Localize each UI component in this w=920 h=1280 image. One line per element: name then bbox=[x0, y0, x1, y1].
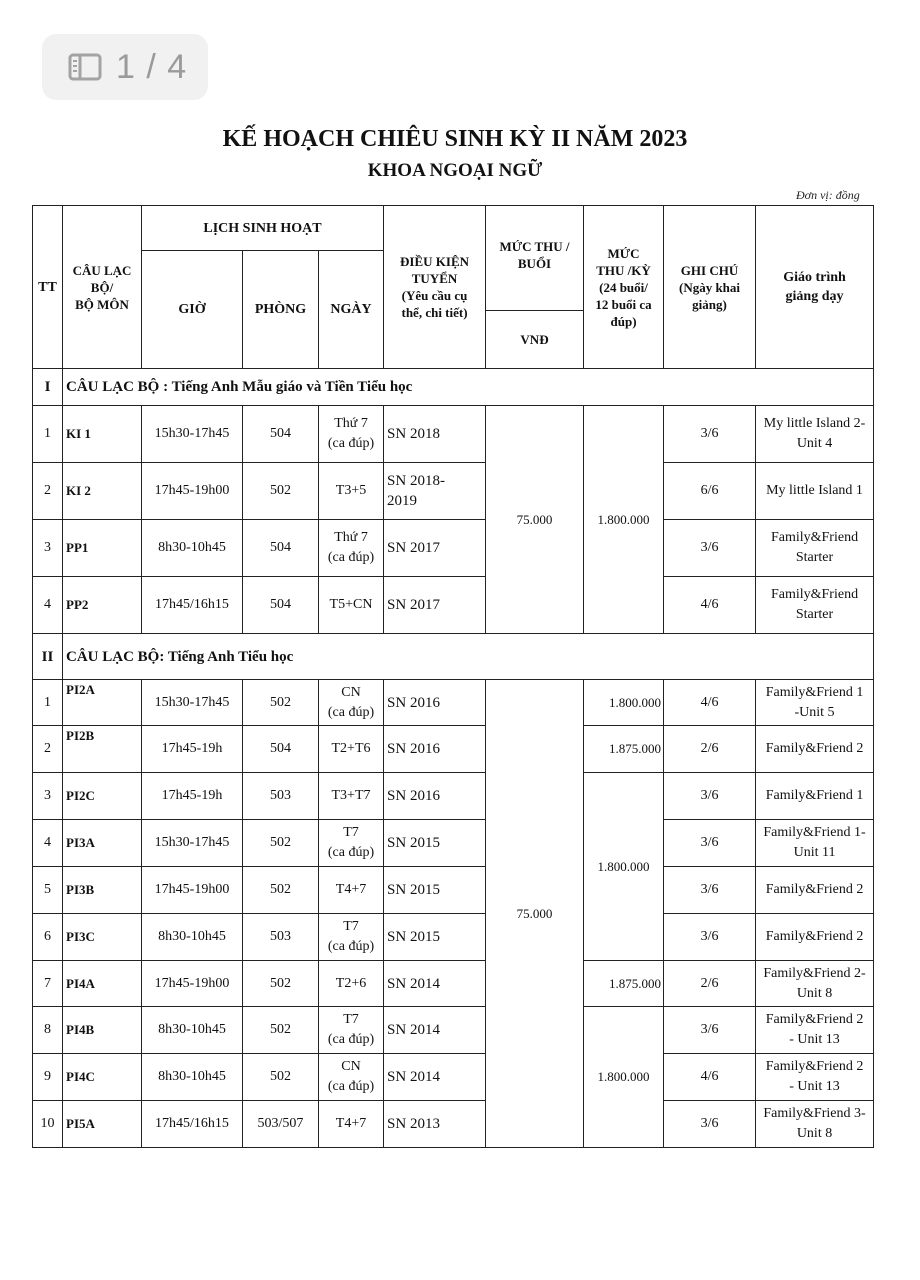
room-cell: 502 bbox=[243, 463, 319, 520]
condition-cell: SN 2017 bbox=[387, 540, 440, 556]
time-cell: 8h30-10h45 bbox=[142, 520, 243, 577]
room-cell: 503 bbox=[243, 914, 319, 961]
fee-term-cell: (24 buổi/ bbox=[599, 279, 648, 295]
opening-cell: 4/6 bbox=[664, 1054, 756, 1101]
table-cell bbox=[319, 1101, 384, 1148]
page-indicator[interactable] bbox=[42, 34, 208, 100]
fee-per-session: 75.000 bbox=[486, 680, 584, 1148]
condition-cell: SN 2014 bbox=[387, 975, 440, 992]
day-cell: CN bbox=[341, 684, 361, 700]
note-cell: giảng) bbox=[692, 296, 727, 312]
note-cell: (Ngày khai bbox=[678, 279, 741, 295]
time-cell: 17h45/16h15 bbox=[142, 1101, 243, 1148]
header-fee-term bbox=[584, 206, 664, 369]
section-number: I bbox=[33, 369, 63, 406]
code-cell: PI2C bbox=[63, 773, 142, 820]
opening-cell: 2/6 bbox=[664, 961, 756, 1007]
table-row bbox=[33, 680, 874, 726]
tt-cell: 9 bbox=[33, 1054, 63, 1101]
currency-unit-note: Đơn vị: đồng bbox=[796, 188, 860, 202]
tt-cell: 3 bbox=[33, 773, 63, 820]
table-cell bbox=[384, 867, 486, 914]
section-row bbox=[33, 369, 874, 406]
day-cell: (ca đúp) bbox=[327, 845, 375, 860]
code-cell: KI 2 bbox=[63, 463, 142, 520]
condition-cell: 2019 bbox=[387, 493, 418, 509]
textbook-cell: Giáo trình bbox=[783, 270, 846, 285]
fee-per-term: 1.800.000 bbox=[584, 680, 664, 726]
time-cell: 8h30-10h45 bbox=[142, 1007, 243, 1054]
opening-cell: 3/6 bbox=[664, 820, 756, 867]
room-cell: 503 bbox=[243, 773, 319, 820]
table-cell bbox=[319, 820, 384, 867]
condition-cell: SN 2014 bbox=[387, 1022, 440, 1038]
day-cell: (ca đúp) bbox=[327, 550, 375, 565]
textbook-cell: Family&Friend 3- bbox=[763, 1106, 866, 1121]
header-day: NGÀY bbox=[319, 251, 384, 369]
page-counter: 1 / 4 bbox=[116, 47, 188, 86]
fee-per-term: 1.875.000 bbox=[584, 726, 664, 773]
club-cell: BỘ/ bbox=[90, 279, 114, 295]
table-cell bbox=[756, 867, 874, 914]
tt-cell: 3 bbox=[33, 520, 63, 577]
opening-cell: 3/6 bbox=[664, 520, 756, 577]
table-cell bbox=[319, 406, 384, 463]
condition-cell: SN 2014 bbox=[387, 1069, 440, 1085]
table-row bbox=[33, 773, 874, 820]
day-cell: T7 bbox=[343, 825, 359, 840]
textbook-cell: Unit 4 bbox=[796, 436, 833, 451]
condition-cell: SN 2017 bbox=[387, 597, 440, 613]
code-cell: PI4A bbox=[63, 961, 142, 1007]
table-cell bbox=[319, 914, 384, 961]
textbook-cell: Family&Friend 2 bbox=[765, 929, 864, 944]
table-cell bbox=[384, 961, 486, 1007]
table-cell bbox=[756, 463, 874, 520]
fee-term-cell: THU /KỲ bbox=[596, 262, 651, 278]
fee-term-cell: 12 buổi ca bbox=[595, 296, 652, 312]
condition-cell: SN 2018 bbox=[387, 426, 440, 442]
table-row bbox=[33, 820, 874, 867]
textbook-cell: Starter bbox=[795, 550, 834, 565]
table-cell bbox=[384, 914, 486, 961]
condition-cell: SN 2015 bbox=[387, 882, 440, 898]
header-condition bbox=[384, 206, 486, 369]
textbook-cell: Starter bbox=[795, 607, 834, 622]
textbook-cell: Unit 8 bbox=[796, 985, 833, 1001]
textbook-cell: - Unit 13 bbox=[789, 1032, 840, 1047]
table-cell bbox=[319, 463, 384, 520]
table-cell bbox=[756, 773, 874, 820]
room-cell: 504 bbox=[243, 406, 319, 463]
table-cell bbox=[756, 726, 874, 773]
time-cell: 17h45-19h00 bbox=[142, 961, 243, 1007]
textbook-cell: Family&Friend 2 bbox=[765, 1012, 864, 1027]
condition-cell: SN 2015 bbox=[387, 835, 440, 851]
tt-cell: 4 bbox=[33, 820, 63, 867]
table-cell bbox=[319, 520, 384, 577]
opening-cell: 3/6 bbox=[664, 1101, 756, 1148]
time-cell: 17h45/16h15 bbox=[142, 577, 243, 634]
section-row bbox=[33, 634, 874, 680]
textbook-cell: Family&Friend 1 bbox=[765, 684, 864, 700]
day-cell: (ca đúp) bbox=[327, 939, 375, 954]
time-cell: 17h45-19h00 bbox=[142, 867, 243, 914]
day-cell: (ca đúp) bbox=[327, 1079, 375, 1094]
room-cell: 504 bbox=[243, 726, 319, 773]
table-cell bbox=[319, 726, 384, 773]
table-cell bbox=[384, 726, 486, 773]
condition-cell: SN 2016 bbox=[387, 741, 440, 757]
header-row bbox=[33, 206, 874, 251]
table-cell bbox=[384, 1007, 486, 1054]
condition-cell: SN 2018- bbox=[387, 473, 445, 489]
day-cell: T4+7 bbox=[335, 1116, 367, 1131]
opening-cell: 3/6 bbox=[664, 867, 756, 914]
table-row bbox=[33, 577, 874, 634]
textbook-cell: Unit 8 bbox=[796, 1126, 833, 1141]
document-pages-icon bbox=[68, 53, 102, 81]
condition-cell: TUYỂN bbox=[411, 271, 458, 286]
day-cell: (ca đúp) bbox=[327, 704, 375, 720]
header-tt: TT bbox=[33, 206, 63, 369]
code-cell: PP2 bbox=[63, 577, 142, 634]
table-cell bbox=[756, 1054, 874, 1101]
document-subtitle: KHOA NGOẠI NGỮ bbox=[367, 160, 543, 181]
room-cell: 502 bbox=[243, 1054, 319, 1101]
code-cell: PP1 bbox=[63, 520, 142, 577]
header-club bbox=[63, 206, 142, 369]
header-time: GIỜ bbox=[142, 251, 243, 369]
textbook-cell: Family&Friend 2 bbox=[765, 741, 864, 756]
condition-cell: (Yêu cầu cụ bbox=[401, 288, 468, 303]
tt-cell: 2 bbox=[33, 726, 63, 773]
table-cell bbox=[756, 1007, 874, 1054]
textbook-cell: - Unit 13 bbox=[789, 1079, 840, 1094]
room-cell: 504 bbox=[243, 577, 319, 634]
club-cell: BỘ MÔN bbox=[75, 296, 129, 312]
day-cell: T7 bbox=[343, 919, 359, 934]
textbook-cell: Family&Friend bbox=[770, 587, 859, 602]
opening-cell: 4/6 bbox=[664, 577, 756, 634]
enrollment-table bbox=[32, 205, 874, 1148]
time-cell: 15h30-17h45 bbox=[142, 820, 243, 867]
table-cell bbox=[319, 961, 384, 1007]
fee-per-term: 1.800.000 bbox=[584, 406, 664, 634]
table-cell bbox=[384, 680, 486, 726]
header-schedule: LỊCH SINH HOẠT bbox=[142, 206, 384, 251]
table-cell bbox=[384, 406, 486, 463]
fee-per-term: 1.875.000 bbox=[584, 961, 664, 1007]
day-cell: T3+5 bbox=[335, 483, 367, 498]
condition-cell: SN 2016 bbox=[387, 694, 440, 711]
day-cell: CN bbox=[341, 1059, 361, 1074]
fee-session-cell: BUỔI bbox=[517, 256, 552, 271]
table-cell bbox=[384, 773, 486, 820]
header-fee-session bbox=[486, 206, 584, 311]
day-cell: T7 bbox=[343, 1012, 359, 1027]
table-row bbox=[33, 914, 874, 961]
tt-cell: 10 bbox=[33, 1101, 63, 1148]
table-cell bbox=[384, 1101, 486, 1148]
code-cell: PI3A bbox=[63, 820, 142, 867]
header-textbook bbox=[756, 206, 874, 369]
code-cell: KI 1 bbox=[63, 406, 142, 463]
room-cell: 502 bbox=[243, 680, 319, 726]
table-cell bbox=[756, 961, 874, 1007]
tt-cell: 1 bbox=[33, 406, 63, 463]
textbook-cell: Family&Friend 1 bbox=[765, 788, 864, 803]
document-title: KẾ HOẠCH CHIÊU SINH KỲ II NĂM 2023 bbox=[222, 126, 688, 152]
tt-cell: 5 bbox=[33, 867, 63, 914]
header-fee-unit: VNĐ bbox=[486, 311, 584, 369]
table-cell bbox=[384, 520, 486, 577]
table-cell bbox=[756, 520, 874, 577]
table-cell bbox=[319, 867, 384, 914]
condition-cell: ĐIỀU KIỆN bbox=[400, 254, 470, 269]
table-row bbox=[33, 867, 874, 914]
day-cell: (ca đúp) bbox=[327, 1032, 375, 1047]
code-cell: PI2B bbox=[63, 726, 142, 773]
table-cell bbox=[384, 577, 486, 634]
textbook-cell: My little Island 2- bbox=[763, 416, 866, 431]
table-row bbox=[33, 961, 874, 1007]
room-cell: 502 bbox=[243, 1007, 319, 1054]
table-row bbox=[33, 406, 874, 463]
tt-cell: 6 bbox=[33, 914, 63, 961]
table-row bbox=[33, 1007, 874, 1054]
table-row bbox=[33, 1101, 874, 1148]
tt-cell: 8 bbox=[33, 1007, 63, 1054]
opening-cell: 3/6 bbox=[664, 1007, 756, 1054]
fee-per-term: 1.800.000 bbox=[584, 1007, 664, 1148]
textbook-cell: My little Island 1 bbox=[766, 483, 863, 498]
table-cell bbox=[384, 463, 486, 520]
room-cell: 502 bbox=[243, 867, 319, 914]
table-row bbox=[33, 1054, 874, 1101]
section-title: CÂU LẠC BỘ: Tiếng Anh Tiểu học bbox=[63, 634, 874, 680]
room-cell: 504 bbox=[243, 520, 319, 577]
condition-cell: SN 2013 bbox=[387, 1116, 440, 1132]
time-cell: 15h30-17h45 bbox=[142, 680, 243, 726]
textbook-cell: -Unit 5 bbox=[794, 704, 835, 720]
table-cell bbox=[319, 773, 384, 820]
code-cell: PI4C bbox=[63, 1054, 142, 1101]
table-cell bbox=[319, 577, 384, 634]
room-cell: 502 bbox=[243, 961, 319, 1007]
day-cell: T3+T7 bbox=[331, 788, 371, 803]
tt-cell: 7 bbox=[33, 961, 63, 1007]
day-cell: T2+T6 bbox=[331, 741, 371, 756]
room-cell: 502 bbox=[243, 820, 319, 867]
condition-cell: thể, chi tiết) bbox=[401, 305, 468, 320]
time-cell: 15h30-17h45 bbox=[142, 406, 243, 463]
fee-term-cell: MỨC bbox=[607, 245, 640, 261]
table-cell bbox=[756, 914, 874, 961]
opening-cell: 3/6 bbox=[664, 406, 756, 463]
code-cell: PI2A bbox=[63, 680, 142, 726]
code-cell: PI4B bbox=[63, 1007, 142, 1054]
time-cell: 17h45-19h00 bbox=[142, 463, 243, 520]
fee-per-term: 1.800.000 bbox=[584, 773, 664, 961]
table-row bbox=[33, 726, 874, 773]
textbook-cell: Family&Friend 2 bbox=[765, 1059, 864, 1074]
opening-cell: 2/6 bbox=[664, 726, 756, 773]
tt-cell: 4 bbox=[33, 577, 63, 634]
table-row bbox=[33, 520, 874, 577]
tt-cell: 1 bbox=[33, 680, 63, 726]
table-cell bbox=[319, 680, 384, 726]
day-cell: (ca đúp) bbox=[327, 436, 375, 451]
section-title: CÂU LẠC BỘ : Tiếng Anh Mẫu giáo và Tiền Tiểu học bbox=[63, 369, 874, 406]
fee-per-session: 75.000 bbox=[486, 406, 584, 634]
table-row bbox=[33, 463, 874, 520]
table-cell bbox=[756, 820, 874, 867]
section-number: II bbox=[33, 634, 63, 680]
table-cell bbox=[319, 1054, 384, 1101]
code-cell: PI5A bbox=[63, 1101, 142, 1148]
day-cell: Thứ 7 bbox=[334, 416, 368, 431]
textbook-cell: Family&Friend 2- bbox=[763, 965, 866, 981]
header-room: PHÒNG bbox=[243, 251, 319, 369]
fee-session-cell: MỨC THU / bbox=[499, 239, 570, 254]
textbook-cell: Family&Friend bbox=[770, 530, 859, 545]
club-cell: CÂU LẠC bbox=[72, 262, 132, 278]
textbook-cell: Family&Friend 1- bbox=[763, 825, 866, 840]
textbook-cell: giảng dạy bbox=[785, 289, 844, 304]
table-cell bbox=[384, 820, 486, 867]
day-cell: T5+CN bbox=[329, 597, 373, 612]
header-note bbox=[664, 206, 756, 369]
day-cell: T2+6 bbox=[335, 975, 367, 991]
table-cell bbox=[756, 1101, 874, 1148]
opening-cell: 3/6 bbox=[664, 914, 756, 961]
condition-cell: SN 2016 bbox=[387, 788, 440, 804]
note-cell: GHI CHÚ bbox=[680, 262, 739, 278]
day-cell: T4+7 bbox=[335, 882, 367, 897]
fee-term-cell: đúp) bbox=[610, 313, 637, 329]
table-cell bbox=[384, 1054, 486, 1101]
table-cell bbox=[756, 680, 874, 726]
time-cell: 17h45-19h bbox=[142, 773, 243, 820]
code-cell: PI3B bbox=[63, 867, 142, 914]
textbook-cell: Family&Friend 2 bbox=[765, 882, 864, 897]
table-cell bbox=[756, 406, 874, 463]
textbook-cell: Unit 11 bbox=[793, 845, 836, 860]
opening-cell: 3/6 bbox=[664, 773, 756, 820]
opening-cell: 4/6 bbox=[664, 680, 756, 726]
time-cell: 17h45-19h bbox=[142, 726, 243, 773]
tt-cell: 2 bbox=[33, 463, 63, 520]
condition-cell: SN 2015 bbox=[387, 929, 440, 945]
code-cell: PI3C bbox=[63, 914, 142, 961]
table-cell bbox=[756, 577, 874, 634]
time-cell: 8h30-10h45 bbox=[142, 914, 243, 961]
table-cell bbox=[319, 1007, 384, 1054]
room-cell: 503/507 bbox=[243, 1101, 319, 1148]
opening-cell: 6/6 bbox=[664, 463, 756, 520]
day-cell: Thứ 7 bbox=[334, 530, 368, 545]
time-cell: 8h30-10h45 bbox=[142, 1054, 243, 1101]
